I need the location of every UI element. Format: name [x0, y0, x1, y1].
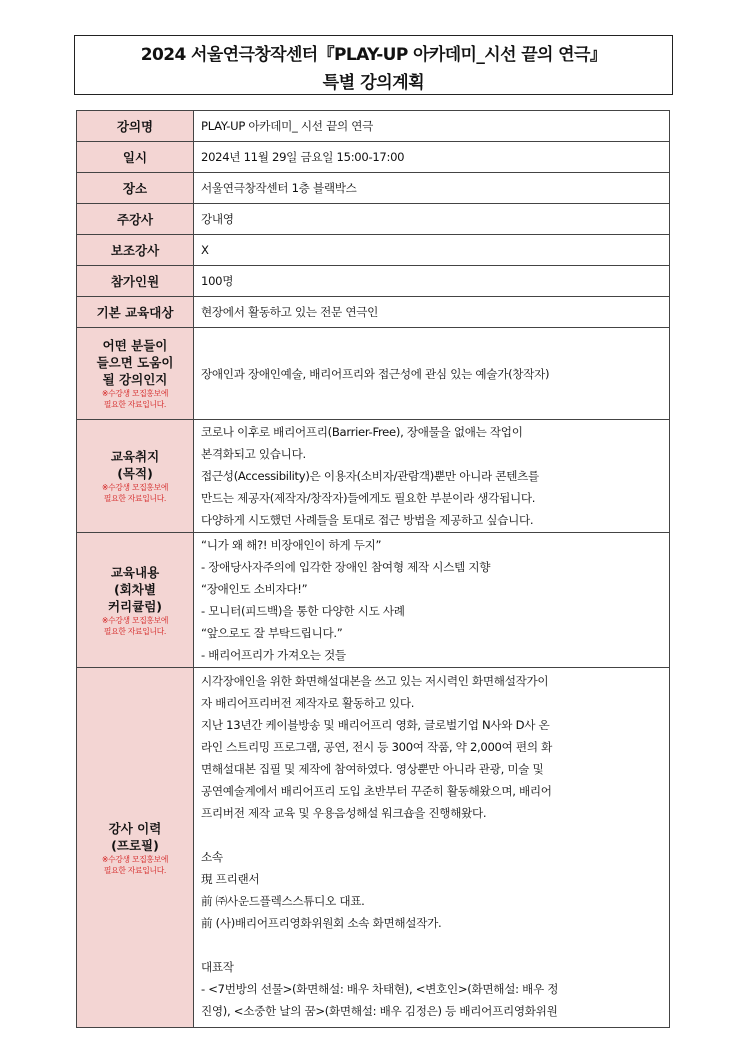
row-audience	[77, 328, 670, 420]
recruitment-note: 필요한 자료입니다.	[103, 494, 167, 503]
recruitment-note: 필요한 자료입니다.	[103, 626, 167, 636]
purpose-line: 다양하게 시도했던 사례들을 토대로 접근 방법을 제공하고 싶습니다.	[201, 513, 534, 527]
label-content-line: (회차별	[114, 581, 156, 597]
profile-line: 前 (사)배리어프리영화위원회 소속 화면해설작가.	[201, 916, 442, 930]
row-course-name	[77, 111, 670, 142]
value-assistant: X	[194, 235, 670, 266]
value-profile	[194, 668, 670, 1028]
profile-line: 라인 스트리밍 프로그램, 공연, 전시 등 300여 작품, 약 2,000여 편의 화	[201, 740, 553, 754]
row-capacity	[77, 266, 670, 297]
label-audience-line: 될 강의인지	[102, 372, 168, 387]
label-capacity: 참가인원	[77, 266, 194, 297]
label-content	[77, 533, 194, 668]
curriculum-line: “앞으로도 잘 부탁드립니다.”	[201, 626, 343, 640]
profile-line: 지난 13년간 케이블방송 및 배리어프리 영화, 글로벌기업 N사와 D사 온	[201, 718, 550, 732]
recruitment-note: 필요한 자료입니다.	[103, 400, 167, 409]
label-purpose-line: 교육취지	[110, 449, 160, 464]
label-audience	[77, 328, 194, 420]
profile-line: 공연예술계에서 배리어프리 도입 초반부터 꾸준히 활동해왔으며, 배리어	[201, 784, 552, 798]
row-place	[77, 173, 670, 204]
purpose-line: 본격화되고 있습니다.	[201, 447, 306, 461]
label-purpose	[77, 420, 194, 533]
lecture-plan-table	[76, 110, 670, 1028]
recruitment-note: ※수강생 모집홍보에	[101, 389, 169, 398]
label-audience-line: 어떤 분들이	[102, 338, 168, 353]
label-assistant: 보조강사	[77, 235, 194, 266]
recruitment-note: ※수강생 모집홍보에	[101, 615, 169, 625]
purpose-line: 만드는 제공자(제작자/창작자)들에게도 필요한 부분이라 생각됩니다.	[201, 491, 536, 505]
curriculum-line: - 배리어프리가 가져오는 것들	[201, 648, 346, 662]
label-profile-line: 강사 이력	[108, 820, 162, 836]
recruitment-note: 필요한 자료입니다.	[103, 865, 167, 875]
title-line-1: 2024 서울연극창작센터『PLAY-UP 아카데미_시선 끝의 연극』	[140, 45, 607, 65]
row-purpose	[77, 420, 670, 533]
profile-line: 소속	[201, 850, 223, 864]
label-course-name: 강의명	[77, 111, 194, 142]
profile-line: 면해설대본 집필 및 제작에 참여하였다. 영상뿐만 아니라 관광, 미술 및	[201, 762, 544, 776]
recruitment-note: ※수강생 모집홍보에	[101, 483, 169, 492]
curriculum-line: “장애인도 소비자다!”	[201, 582, 308, 596]
document-title	[74, 35, 673, 95]
profile-line: - <7번방의 선물>(화면해설: 배우 차태현), <변호인>(화면해설: 배우 정	[201, 982, 559, 996]
value-main-lecturer: 강내영	[194, 204, 670, 235]
title-line-2: 특별 강의계획	[322, 73, 425, 93]
profile-line: 진영), <소중한 날의 꿈>(화면해설: 배우 김정은) 등 배리어프리영화위원	[201, 1004, 558, 1018]
value-purpose	[194, 420, 670, 533]
profile-line: 現 프리랜서	[201, 872, 260, 886]
value-content	[194, 533, 670, 668]
row-main-lecturer	[77, 204, 670, 235]
recruitment-note: ※수강생 모집홍보에	[101, 854, 169, 864]
row-assistant	[77, 235, 670, 266]
label-content-line: 교육내용	[110, 564, 160, 580]
value-capacity: 100명	[194, 266, 670, 297]
profile-line: 시각장애인을 위한 화면해설대본을 쓰고 있는 저시력인 화면해설작가이	[201, 674, 549, 688]
value-course-name: PLAY-UP 아카데미_ 시선 끝의 연극	[194, 111, 670, 142]
label-profile	[77, 668, 194, 1028]
curriculum-line: - 모니터(피드백)을 통한 다양한 시도 사례	[201, 604, 405, 618]
label-purpose-line: (목적)	[117, 466, 153, 481]
profile-line: 前 ㈜사운드플렉스스튜디오 대표.	[201, 894, 365, 908]
label-main-lecturer: 주강사	[77, 204, 194, 235]
curriculum-line: “니가 왜 해?! 비장애인이 하게 두지”	[201, 538, 382, 552]
value-place: 서울연극창작센터 1층 블랙박스	[194, 173, 670, 204]
label-profile-line: (프로필)	[111, 837, 159, 853]
profile-blank-line	[201, 824, 662, 846]
curriculum-line: - 장애당사자주의에 입각한 장애인 참여형 제작 시스템 지향	[201, 560, 491, 574]
value-datetime: 2024년 11월 29일 금요일 15:00-17:00	[194, 142, 670, 173]
value-target: 현장에서 활동하고 있는 전문 연극인	[194, 297, 670, 328]
row-target	[77, 297, 670, 328]
label-audience-line: 들으면 도움이	[96, 355, 174, 370]
label-datetime: 일시	[77, 142, 194, 173]
purpose-line: 코로나 이후로 배리어프리(Barrier-Free), 장애물을 없애는 작업이	[201, 425, 523, 439]
label-target: 기본 교육대상	[77, 297, 194, 328]
row-content	[77, 533, 670, 668]
row-datetime	[77, 142, 670, 173]
profile-line: 자 배리어프리버전 제작자로 활동하고 있다.	[201, 696, 415, 710]
profile-line: 대표작	[201, 960, 234, 974]
row-profile	[77, 668, 670, 1028]
profile-line: 프리버전 제작 교육 및 우용음성해설 워크숍을 진행해왔다.	[201, 806, 487, 820]
value-audience: 장애인과 장애인예술, 배리어프리와 접근성에 관심 있는 예술가(창작자)	[194, 328, 670, 420]
purpose-line: 접근성(Accessibility)은 이용자(소비자/관람객)뿐만 아니라 콘텐츠를	[201, 469, 539, 483]
profile-blank-line	[201, 934, 662, 956]
label-place: 장소	[77, 173, 194, 204]
label-content-line: 커리큘럼)	[107, 598, 162, 614]
